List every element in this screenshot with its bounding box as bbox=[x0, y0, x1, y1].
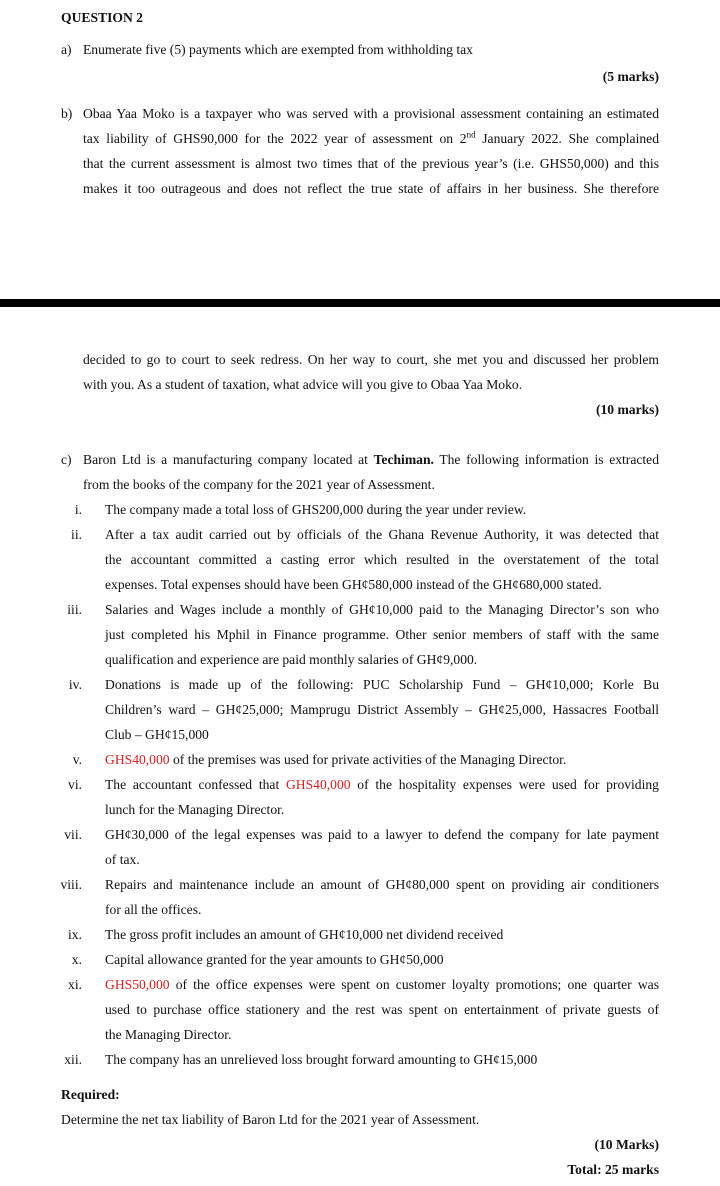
part-b-line-5: decided to go to court to seek redress. On her way to court, she met you and discussed her problem bbox=[83, 352, 659, 367]
item-text: the Managing Director. bbox=[105, 1027, 232, 1042]
item-text: The gross profit includes an amount of GH¢10,000 net dividend received bbox=[105, 927, 504, 942]
part-b-line-6: with you. As a student of taxation, what advice will you give to Obaa Yaa Moko. bbox=[83, 377, 523, 392]
item-text: Club – GH¢15,000 bbox=[105, 727, 209, 742]
page-divider bbox=[0, 299, 720, 307]
part-a-label: a) bbox=[61, 42, 72, 57]
item-text: lunch for the Managing Director. bbox=[105, 802, 285, 817]
part-a-marks: (5 marks) bbox=[602, 69, 659, 84]
question-title: QUESTION 2 bbox=[61, 10, 143, 25]
item-text: the accountant committed a casting error which resulted in the overstatement of the total bbox=[105, 552, 659, 567]
item-text: The accountant confessed that GHS40,000 of the hospitality expenses were used for providing bbox=[105, 777, 659, 792]
item-number: v. bbox=[72, 752, 82, 767]
item-number: iii. bbox=[67, 602, 82, 617]
item-text: The company made a total loss of GHS200,000 during the year under review. bbox=[105, 502, 527, 517]
part-c-label: c) bbox=[61, 452, 72, 467]
required-heading: Required: bbox=[61, 1087, 120, 1102]
part-c-intro-1: Baron Ltd is a manufacturing company located at Techiman. The following information is extracted bbox=[83, 452, 660, 467]
item-text: GHS40,000 of the premises was used for private activities of the Managing Director. bbox=[105, 752, 567, 767]
item-number: ii. bbox=[71, 527, 82, 542]
item-text: Repairs and maintenance include an amount of GH¢80,000 spent on providing air conditioners bbox=[105, 877, 659, 892]
item-number: vii. bbox=[64, 827, 82, 842]
item-number: xii. bbox=[64, 1052, 82, 1067]
part-b-marks: (10 marks) bbox=[595, 402, 659, 417]
item-text: GHS50,000 of the office expenses were spent on customer loyalty promotions; one quarter was bbox=[105, 977, 659, 992]
item-text: After a tax audit carried out by officials of the Ghana Revenue Authority, it was detected that bbox=[105, 527, 659, 542]
item-number: xi. bbox=[68, 977, 82, 992]
part-b-line-4: makes it too outrageous and does not reflect the true state of affairs in her business. She therefore bbox=[83, 181, 659, 196]
part-b-line-3: that the current assessment is almost two times that of the previous year’s (i.e. GHS50,000) and this bbox=[83, 156, 659, 171]
part-b-line-2: tax liability of GHS90,000 for the 2022 year of assessment on 2nd January 2022. She complained bbox=[83, 129, 659, 146]
required-text: Determine the net tax liability of Baron Ltd for the 2021 year of Assessment. bbox=[61, 1112, 480, 1127]
item-text: qualification and experience are paid monthly salaries of GH¢9,000. bbox=[105, 652, 478, 667]
part-c-marks: (10 Marks) bbox=[594, 1137, 659, 1152]
item-text: Capital allowance granted for the year amounts to GH¢50,000 bbox=[105, 952, 444, 967]
item-text: used to purchase office stationery and the rest was spent on entertainment of private guests of bbox=[105, 1002, 659, 1017]
item-number: ix. bbox=[68, 927, 82, 942]
item-text: Salaries and Wages include a monthly of GH¢10,000 paid to the Managing Director’s son who bbox=[105, 602, 659, 617]
item-text: just completed his Mphil in Finance programme. Other senior members of staff with the same bbox=[105, 627, 659, 642]
part-a-text: Enumerate five (5) payments which are exempted from withholding tax bbox=[83, 42, 473, 57]
item-number: x. bbox=[71, 952, 82, 967]
item-text: of tax. bbox=[105, 852, 140, 867]
item-text: The company has an unrelieved loss brought forward amounting to GH¢15,000 bbox=[105, 1052, 538, 1067]
total-marks: Total: 25 marks bbox=[567, 1162, 659, 1177]
item-number: i. bbox=[74, 502, 82, 517]
part-b-label: b) bbox=[61, 106, 73, 121]
item-text: expenses. Total expenses should have been GH¢580,000 instead of the GH¢680,000 stated. bbox=[105, 577, 602, 592]
item-number: vi. bbox=[68, 777, 82, 792]
item-text: Children’s ward – GH¢25,000; Mamprugu District Assembly – GH¢25,000, Hassacres Football bbox=[105, 702, 659, 717]
item-number: iv. bbox=[68, 677, 82, 692]
item-text: Donations is made up of the following: PUC Scholarship Fund – GH¢10,000; Korle Bu bbox=[105, 677, 659, 692]
part-c-intro-2: from the books of the company for the 2021 year of Assessment. bbox=[83, 477, 435, 492]
item-text: GH¢30,000 of the legal expenses was paid to a lawyer to defend the company for late payment bbox=[105, 827, 659, 842]
item-number: viii. bbox=[60, 877, 82, 892]
item-text: for all the offices. bbox=[105, 902, 202, 917]
part-b-line-1: Obaa Yaa Moko is a taxpayer who was served with a provisional assessment containing an estimated bbox=[83, 106, 659, 121]
